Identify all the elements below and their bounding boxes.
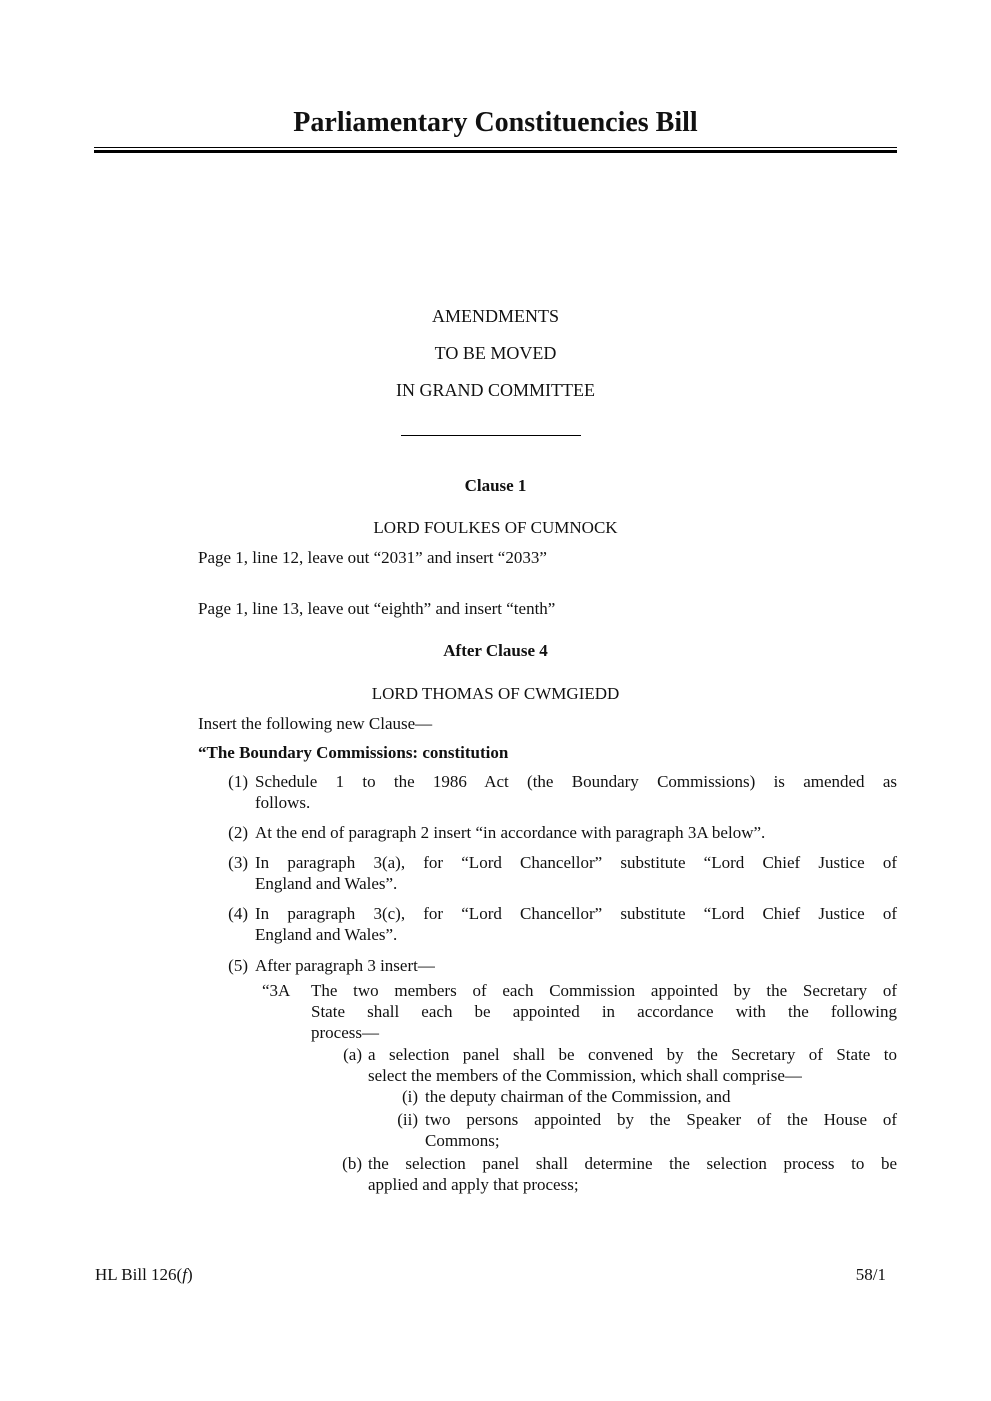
subsection-number: (2)	[228, 823, 248, 842]
subsection-text: At the end of paragraph 2 insert “in accordance with paragraph 3A below”.	[255, 823, 766, 842]
bill-reference	[95, 1265, 193, 1285]
subitem-text: the deputy chairman of the Commission, and	[425, 1087, 731, 1106]
cover-line-to-be-moved: TO BE MOVED	[434, 343, 557, 363]
amendment-2: Page 1, line 13, leave out “eighth” and insert “tenth”	[198, 599, 556, 618]
page-reference: 58/1	[855, 1265, 886, 1284]
subsection-number: (1)	[228, 772, 248, 791]
paragraph-number: “3A	[262, 981, 291, 1000]
item-text: a selection panel shall be convened by the Secretary of State to	[368, 1045, 897, 1064]
paragraph-text: The two members of each Commission appointed by the Secretary of	[311, 981, 897, 1000]
subsection-number: (4)	[228, 904, 248, 923]
amendment-1: Page 1, line 12, leave out “2031” and insert “2033”	[198, 548, 547, 567]
cover-line-amendments: AMENDMENTS	[431, 306, 559, 326]
subitem-text: Commons;	[425, 1131, 500, 1150]
paragraph-text: process—	[311, 1023, 379, 1042]
subitem-text: two persons appointed by the Speaker of the House of	[425, 1110, 897, 1129]
item-number: (b)	[342, 1154, 362, 1173]
paragraph-text: State shall each be appointed in accordance with the following	[311, 1002, 897, 1021]
mover-name: LORD FOULKES OF CUMNOCK	[373, 518, 618, 537]
item-number: (a)	[343, 1045, 362, 1064]
bill-reference-prefix: HL Bill 126(	[95, 1265, 183, 1284]
clause-heading: After Clause 4	[443, 641, 548, 660]
mover-name: LORD THOMAS OF CWMGIEDD	[371, 684, 620, 703]
item-text: the selection panel shall determine the selection process to be	[368, 1154, 897, 1173]
item-text: applied and apply that process;	[368, 1175, 579, 1194]
subsection-text-cont: England and Wales”.	[255, 925, 398, 944]
title-rule-thin	[94, 147, 897, 148]
bill-reference-suffix: )	[186, 1265, 193, 1284]
bill-reference-print: f	[182, 1265, 187, 1284]
subsection-number: (5)	[228, 956, 248, 975]
subsection-text-cont: follows.	[255, 793, 311, 812]
new-clause-title: “The Boundary Commissions: constitution	[198, 743, 509, 762]
item-text: select the members of the Commission, which shall comprise—	[368, 1066, 802, 1085]
subsection-text: In paragraph 3(c), for “Lord Chancellor” substitute “Lord Chief Justice of	[255, 904, 897, 923]
subsection-number: (3)	[228, 853, 248, 872]
subsection-text: After paragraph 3 insert—	[255, 956, 435, 975]
cover-line-grand-committee: IN GRAND COMMITTEE	[396, 380, 595, 400]
title-rule-thick	[94, 150, 897, 153]
subsection-text-cont: England and Wales”.	[255, 874, 398, 893]
subsection-text: Schedule 1 to the 1986 Act (the Boundary Commissions) is amended as	[255, 772, 897, 791]
subsection-text: In paragraph 3(a), for “Lord Chancellor” substitute “Lord Chief Justice of	[255, 853, 897, 872]
section-divider	[401, 435, 581, 436]
bill-title: Parliamentary Constituencies Bill	[293, 107, 698, 138]
subitem-number: (ii)	[397, 1110, 418, 1129]
clause-heading: Clause 1	[464, 476, 527, 495]
subitem-number: (i)	[401, 1087, 418, 1106]
amendment-intro: Insert the following new Clause—	[198, 714, 433, 733]
